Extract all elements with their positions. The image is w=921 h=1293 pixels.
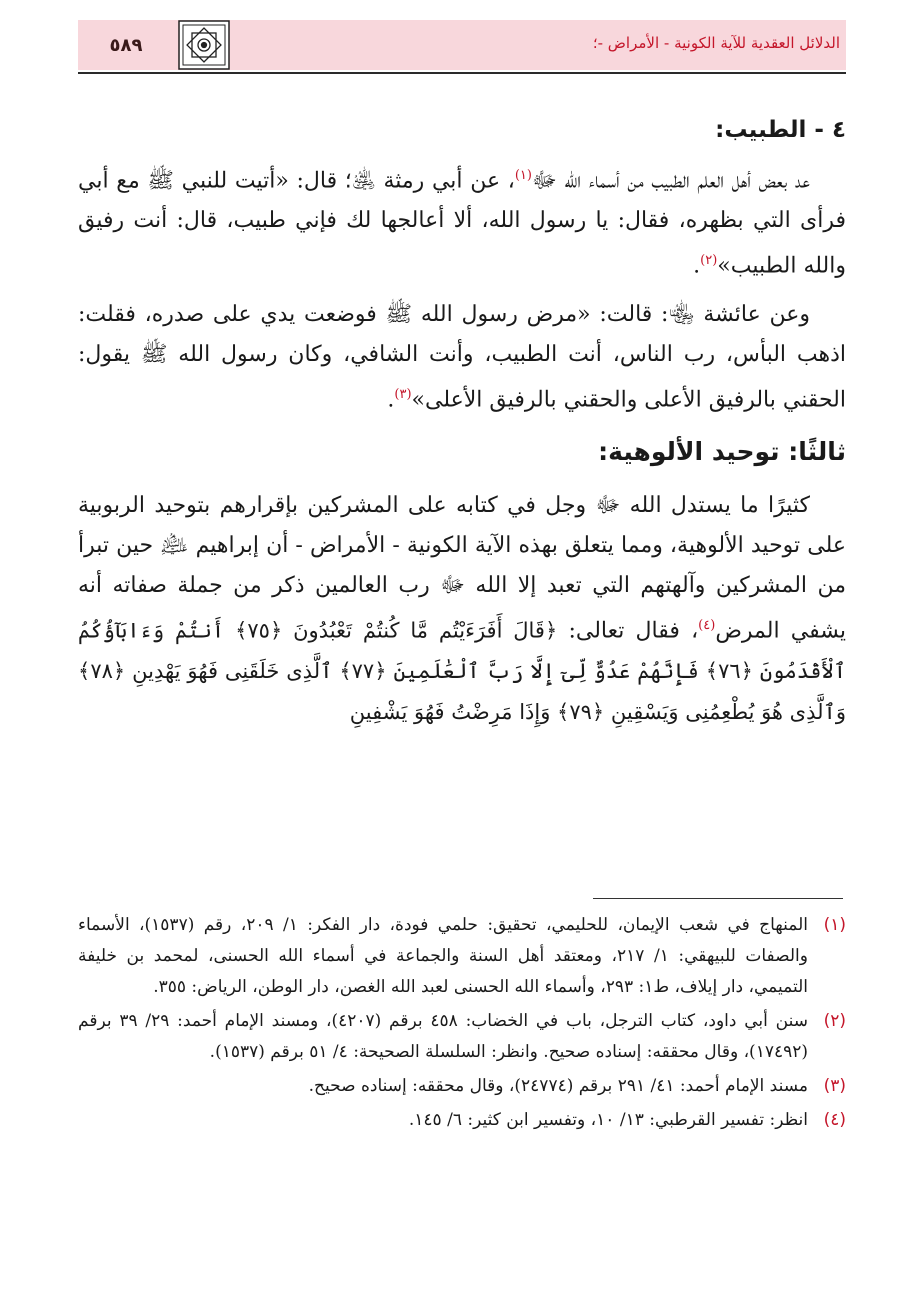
section-heading: ثالثًا: توحيد الألوهية: <box>598 436 846 466</box>
footnote-marker: (٤) <box>823 1110 846 1130</box>
footnote-ref-3[interactable]: (٣) <box>394 386 412 402</box>
footnote-ref-1[interactable]: (١) <box>514 168 532 183</box>
header-rule <box>78 72 846 74</box>
paragraph-1 <box>78 156 846 287</box>
footnote-text: المنهاج في شعب الإيمان، للحليمي، تحقيق: حلمي فودة، دار الفكر: ١/ ٢٠٩، رقم (١٥٣٧)، الأسماء والصفات للبيهقي: ١/ ٢١٧، ومعتقد أهل السنة والجماعة في أسماء الله الحسنى، لمحمد بن خليفة التميمي، دار إيلاف، ط١: ٢٩٣، وأسماء الله الحسنى لعبد الله الغصن، دار الوطن، الرياض: ٣٥٥. <box>78 915 809 997</box>
para1-text: عد بعض أهل العلم الطبيب من أسماء الله ﷻ <box>531 168 811 194</box>
footnote-text: مسند الإمام أحمد: ٤١/ ٢٩١ برقم (٢٤٧٧٤)، وقال محققه: إسناده صحيح. <box>308 1076 808 1096</box>
footnote-text: سنن أبي داود، كتاب الترجل، باب في الخضاب: ٤٥٨ برقم (٤٢٠٧)، ومسند الإمام أحمد: ٢٩/ ٣٩ برقم (١٧٤٩٢)، وقال محققه: إسناده صحيح. وانظر: السلسلة الصحيحة: ٤/ ٥١ برقم (١٥٣٧). <box>78 1011 808 1062</box>
para1-continuation: ، عن أبي رمثة ﵁؛ قال: «أتيت للنبي ﷺ مع أبي فرأى التي بظهره، فقال: يا رسول الله، ألا أعالجها لك فإني طبيب، قال: أنت رفيق والله الطبيب» <box>78 168 846 279</box>
footnotes <box>78 910 846 1139</box>
page-header <box>78 20 846 70</box>
paragraph-3 <box>78 486 846 733</box>
para2-text: وعن عائشة ﵄: قالت: «مرض رسول الله ﷺ فوضعت يدي على صدره، فقلت: اذهب البأس، رب الناس، أنت الطبيب، وأنت الشافي، وكان رسول الله ﷺ يقول: الحقني بالرفيق الأعلى والحقني بالرفيق الأعلى» <box>78 301 846 412</box>
footnote-ref-4[interactable]: (٤) <box>698 617 716 633</box>
running-title: الدلائل العقدية للآية الكونية - الأمراض -؛ <box>592 34 840 52</box>
para2-end: . <box>387 386 395 412</box>
footnote-4 <box>78 1105 846 1136</box>
para3-text: كثيرًا ما يستدل الله ﷻ وجل في كتابه على المشركين بإقرارهم بتوحيد الربوبية على توحيد الألوهية، ومما يتعلق بهذه الآية الكونية - الأمراض - أن إبراهيم ﵇ حين تبرأ من المشركين وآلهتهم التي تعبد إلا الله ﷻ رب العالمين ذكر من جملة صفاته أنه يشفي المرض <box>78 492 846 644</box>
footnote-ref-2[interactable]: (٢) <box>700 253 718 269</box>
footnote-1 <box>78 910 846 1003</box>
footnote-marker: (١) <box>823 915 846 935</box>
geometric-ornament-icon <box>176 20 232 70</box>
footnote-2 <box>78 1006 846 1068</box>
footnote-divider <box>593 898 843 899</box>
para3-continuation: ، فقال تعالى: <box>568 618 699 644</box>
footnote-marker: (٣) <box>823 1076 846 1096</box>
para1-end: . <box>693 253 701 279</box>
footnote-text: انظر: تفسير القرطبي: ١٣/ ١٠، وتفسير ابن كثير: ٦/ ١٤٥. <box>408 1110 808 1130</box>
main-text <box>78 100 846 741</box>
footnote-marker: (٢) <box>823 1011 846 1031</box>
footnote-3 <box>78 1071 846 1102</box>
quran-verses: ﴿قَالَ أَفَرَءَيْتُم مَّا كُنتُمْ تَعْبُدُونَ ﴿٧٥﴾ أَنتُمْ وَءَابَآؤُكُمُ ٱلْأَقْدَمُونَ ﴿٧٦﴾ فَإِنَّهُمْ عَدُوٌّ لِّىٓ إِلَّا رَبَّ ٱلْعَٰلَمِينَ ﴿٧٧﴾ ٱلَّذِى خَلَقَنِى فَهُوَ يَهْدِينِ ﴿٧٨﴾ وَٱلَّذِى هُوَ يُطْعِمُنِى وَيَسْقِينِ ﴿٧٩﴾ وَإِذَا مَرِضْتُ فَهُوَ يَشْفِينِ <box>78 618 846 725</box>
paragraph-2 <box>78 295 846 420</box>
page-number: ٥٨٩ <box>109 34 143 56</box>
subheading-tabib: ٤ - الطبيب: <box>715 117 846 143</box>
